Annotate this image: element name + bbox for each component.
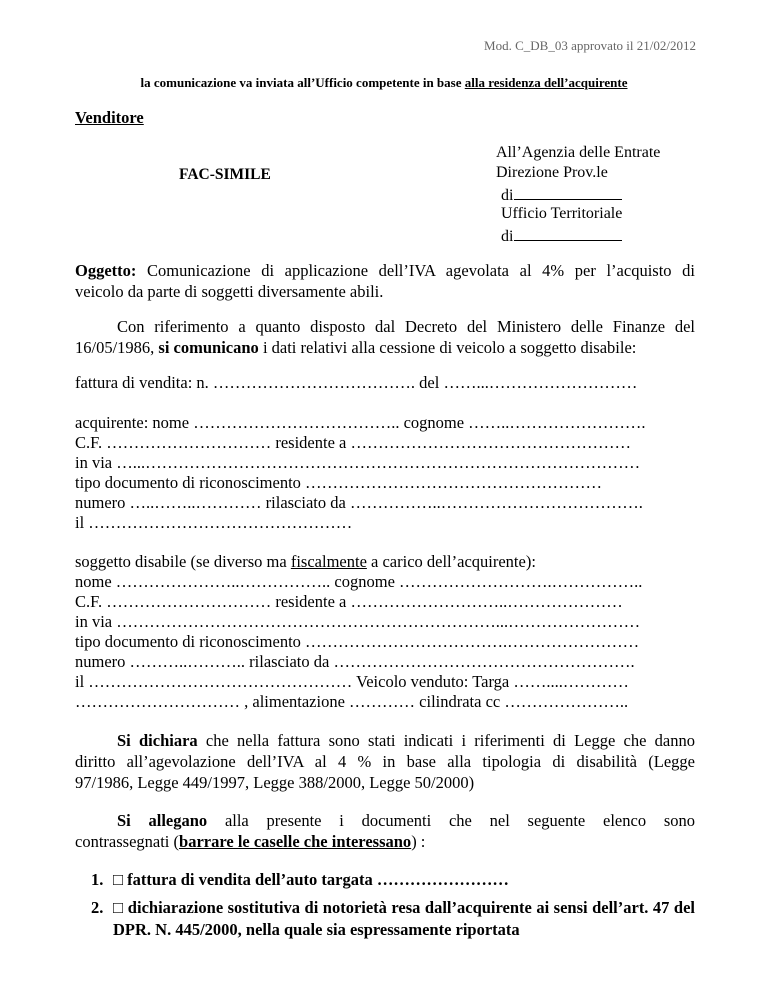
attachments-lead: Si allegano — [117, 811, 208, 830]
vehicle-plate-field: il ………………………………………… Veicolo venduto: Targa ……....………… — [75, 672, 629, 691]
facsimile-label: FAC-SIMILE — [179, 166, 271, 183]
declaration-line-1 — [117, 731, 695, 752]
attachments-text-end: ) : — [411, 832, 426, 851]
address-line-direction: Direzione Prov.le — [496, 164, 608, 181]
disabled-street-field: in via ……………………………………………………………...…………………… — [75, 612, 641, 631]
disabled-intro-rest: a carico dell’acquirente): — [366, 552, 536, 571]
subject-label: Oggetto: — [75, 261, 137, 280]
document-reference: Mod. C_DB_03 approvato il 21/02/2012 — [484, 38, 696, 53]
notice-underlined: alla residenza dell’acquirente — [464, 75, 628, 90]
address-line-agency: All’Agenzia delle Entrate — [496, 144, 661, 161]
reference-line-1: Con riferimento a quanto disposto dal Decreto del Ministero delle Finanze del — [117, 317, 695, 336]
attachment-item-2 — [91, 897, 695, 941]
buyer-cf-field: C.F. ………………………… residente a …………………………………………… — [75, 433, 631, 452]
address-blank-line — [514, 225, 622, 241]
disabled-intro-underlined: fiscalmente — [290, 552, 367, 571]
declaration-text: che nella fattura sono stati indicati i riferimenti di Legge che danno — [197, 731, 695, 750]
buyer-document-number-field: numero …..……..………… rilasciato da ……………..………………………………. — [75, 493, 643, 512]
disabled-intro-text: soggetto disabile (se diverso ma — [75, 552, 291, 571]
subject-line-1 — [75, 261, 695, 282]
attachments-instruction: barrare le caselle che interessano — [179, 832, 412, 851]
declaration-lead: Si dichiara — [117, 731, 198, 750]
address-line-di-1 — [501, 184, 622, 206]
vehicle-fuel-displacement-field: ………………………… , alimentazione ………… cilindrata cc ………………….. — [75, 692, 629, 711]
sending-notice — [0, 75, 768, 91]
disabled-cf-field: C.F. ………………………… residente a ………………………..………………… — [75, 592, 623, 611]
reference-date: 16/05/1986, — [75, 338, 159, 357]
invoice-field: fattura di vendita: n. ………………………………. del ……...……………………… — [75, 373, 638, 392]
address-line-office: Ufficio Territoriale — [501, 205, 623, 222]
disabled-document-number-field: numero ………..……….. rilasciato da ………………………………………………. — [75, 652, 635, 671]
buyer-issue-date-field: il ………………………………………… — [75, 513, 353, 532]
buyer-document-type-field: tipo documento di riconoscimento ……………………………………………… — [75, 473, 603, 492]
reference-rest: i dati relativi alla cessione di veicolo a soggetto disabile: — [258, 338, 637, 357]
reference-line-2 — [75, 338, 695, 359]
disabled-person-intro — [75, 552, 695, 572]
declaration-line-2: diritto all’agevolazione dell’IVA al 4 % in base alla tipologia di disabilità (Legge — [75, 752, 695, 771]
address-blank-line — [514, 184, 622, 200]
subject-text: Comunicazione di applicazione dell’IVA agevolata al 4% per l’acquisto di — [136, 261, 695, 280]
address-di-label: di — [501, 228, 514, 245]
seller-heading: Venditore — [75, 108, 144, 127]
attachment-item-1 — [91, 869, 695, 891]
attachment-text: □ dichiarazione sostitutiva di notorietà resa dall’acquirente ai sensi dell’art. 47 del DPR. N. 445/2000, nella quale sia espressamente riportata — [113, 898, 695, 939]
declaration-line-3: 97/1986, Legge 449/1997, Legge 388/2000, Legge 50/2000) — [75, 773, 475, 792]
attachments-line-1 — [117, 811, 695, 832]
disabled-document-type-field: tipo documento di riconoscimento ……………………………….…………………… — [75, 632, 640, 651]
attachments-text: alla presente i documenti che nel seguente elenco sono — [207, 811, 695, 830]
attachment-number: 2. — [91, 898, 104, 917]
attachment-number: 1. — [91, 870, 104, 889]
address-di-label: di — [501, 187, 514, 204]
attachment-text: □ fattura di vendita dell’auto targata …………………… — [113, 870, 509, 889]
address-line-di-2 — [501, 225, 622, 247]
reference-communicate: si comunicano — [158, 338, 259, 357]
buyer-name-field: acquirente: nome ……………………………….. cognome ……..……………………. — [75, 413, 646, 432]
notice-text: la comunicazione va inviata all’Ufficio competente in base — [140, 75, 465, 90]
attachments-line-2 — [75, 832, 695, 853]
buyer-street-field: in via …...……………………………………………………………………………… — [75, 453, 641, 472]
disabled-name-field: nome …………………..…………….. cognome ……………………….…………….. — [75, 572, 643, 591]
subject-line-2: veicolo da parte di soggetti diversamente abili. — [75, 282, 384, 301]
attachments-text-start: contrassegnati ( — [75, 832, 180, 851]
